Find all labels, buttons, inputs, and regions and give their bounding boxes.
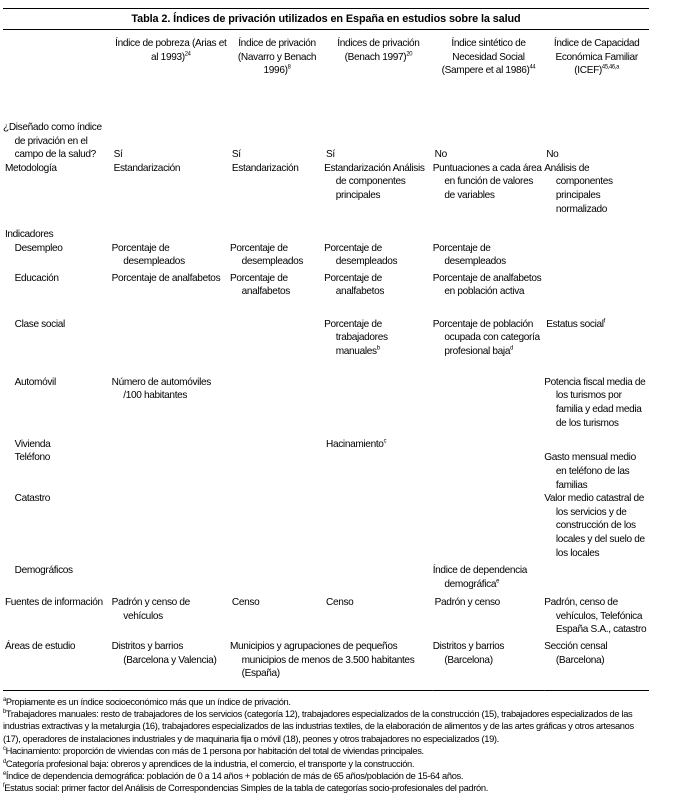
cell: Porcentaje de desempleados: [229, 242, 304, 268]
cell: Estandarización: [113, 162, 181, 174]
table-title: Tabla 2. Índices de privación utilizados en España en estudios sobre la salud: [3, 8, 649, 30]
cell: Porcentaje de desempleados: [432, 242, 506, 268]
cell: Potencia fiscal media de los turismos por familia y edad media de los turismos: [544, 376, 646, 429]
row-label: Indicadores: [4, 229, 54, 241]
cell: Distritos y barrios (Barcelona): [432, 641, 505, 666]
header-col-1: Índice de pobreza (Arias et al 1993)$^{24}$: [115, 38, 227, 63]
row-label: Automóvil: [14, 376, 56, 388]
cell: Índice de dependencia demográfica$^e$: [432, 565, 528, 590]
header-col-4: Índice sintético de Necesidad Social (Sampere et al 1986)$^{44}$: [441, 38, 536, 77]
row-vivienda: [3, 438, 649, 452]
row-metodologia: [3, 162, 649, 216]
row-label: Teléfono: [14, 452, 51, 464]
cell: Porcentaje de analfabetos: [324, 272, 385, 298]
row-disenado: [3, 107, 649, 162]
cell: Hacinamiento$^c$: [326, 438, 387, 450]
cell: Análisis de componentes principales normalizado: [544, 162, 613, 215]
footnotes: [3, 691, 649, 796]
cell: Valor medio catastral de los servicios y de construcción de los locales y del suelo de los locales: [544, 493, 645, 559]
cell: Sí: [326, 149, 335, 161]
cell: Estandarización: [231, 162, 299, 174]
cell: Puntuaciones a cada área en función de valores de variables: [432, 162, 542, 201]
cell: Padrón y censo de vehículos: [111, 597, 190, 622]
footnote-d: $^d$Categoría profesional baja: obreros y aprendices de la industria, el comercio, el transporte y la construcción.: [3, 758, 415, 770]
row-label: Desempleo: [14, 242, 63, 254]
row-label: Metodología: [4, 162, 57, 174]
footnote-c: $^c$Hacinamiento: proporción de viviendas con más de 1 persona por habitación del total de viviendas principales.: [3, 746, 424, 758]
row-desempleo: [3, 242, 649, 272]
row-label: Fuentes de información: [4, 597, 103, 609]
row-label: Áreas de estudio: [4, 641, 76, 653]
row-clase-social: [3, 318, 649, 376]
cell: Porcentaje de desempleados: [111, 242, 185, 268]
cell: Censo: [231, 597, 260, 609]
cell: No: [434, 149, 447, 161]
table-container: [3, 8, 649, 796]
cell: Porcentaje de trabajadores manuales$^b$: [324, 318, 388, 357]
cell: Porcentaje de población ocupada con categoría profesional baja$^d$: [432, 318, 540, 357]
row-catastro: [3, 492, 649, 564]
row-label: Educación: [14, 272, 59, 284]
deprivation-table: [3, 30, 649, 691]
cell: Porcentaje de analfabetos: [111, 272, 221, 284]
cell: Sección censal (Barcelona): [544, 641, 608, 666]
row-telefono: [3, 451, 649, 492]
row-label: Vivienda: [14, 438, 51, 450]
cell: Porcentaje de analfabetos: [229, 272, 291, 298]
row-label: Catastro: [14, 493, 51, 505]
cell: Número de automóviles /100 habitantes: [111, 376, 211, 402]
row-label: Demográficos: [14, 565, 73, 577]
cell: No: [546, 149, 559, 161]
cell: Sí: [231, 149, 241, 161]
row-educacion: [3, 272, 649, 318]
header-col-3: Índices de privación (Benach 1997)$^{20}$: [337, 38, 420, 63]
row-label: Clase social: [14, 318, 65, 330]
row-areas: [3, 640, 649, 690]
cell: Distritos y barrios (Barcelona y Valencia): [111, 641, 217, 666]
footnote-b: $^b$Trabajadores manuales: resto de trabajadores de los servicios (categoría 12), trabajadores especializados de la construcción (15), trabajadores especializados de las industrias extractivas y la metalurgia (16), trabajadores especializados de las industrias textiles, de la elaboración de alimentos y de las artes gráficas y otros artesanos (17), operadores de instalaciones industriales y de maquinaria fija o móvil (18), peones y otros trabajadores no especializados (19).: [3, 708, 634, 745]
row-demograficos: [3, 564, 649, 596]
footnote-e: $^e$Índice de dependencia demográfica: población de 0 a 14 años + población de más de 65 años/población de 15-64 años.: [3, 770, 464, 783]
row-automovil: [3, 376, 649, 438]
cell: Estatus social$^f$: [546, 318, 605, 330]
cell: Padrón, censo de vehículos, Telefónica España S.A., catastro: [544, 597, 647, 636]
header-row: [3, 30, 649, 107]
cell: Censo: [326, 597, 354, 609]
header-empty: [3, 30, 112, 107]
row-fuentes: [3, 596, 649, 640]
cell: Porcentaje de analfabetos en población activa: [432, 272, 542, 298]
cell: Municipios y agrupaciones de pequeños municipios de menos de 3.500 habitantes (España): [229, 641, 415, 680]
cell: Padrón y censo: [434, 597, 500, 609]
row-indicadores: [3, 228, 649, 242]
header-col-5: Índice de Capacidad Económica Familiar (ICEF)$^{45,46,a}$: [553, 38, 640, 77]
cell: Estandarización Análisis de componentes principales: [324, 162, 425, 201]
footnote-a: $^a$Propiamente es un índice socioeconómico más que un índice de privación.: [3, 696, 291, 708]
header-col-2: Índice de privación (Navarro y Benach 1996)$^8$: [237, 38, 317, 77]
row-label: ¿Diseñado como índice de privación en el campo de la salud?: [3, 122, 102, 161]
cell: Sí: [113, 149, 123, 161]
footnote-f: $^f$Estatus social: primer factor del Análisis de Correspondencias Simples de la tabla de categorías socio-profesionales del padrón.: [3, 783, 488, 795]
cell: Gasto mensual medio en teléfono de las familias: [544, 452, 636, 491]
cell: Porcentaje de desempleados: [324, 242, 398, 268]
